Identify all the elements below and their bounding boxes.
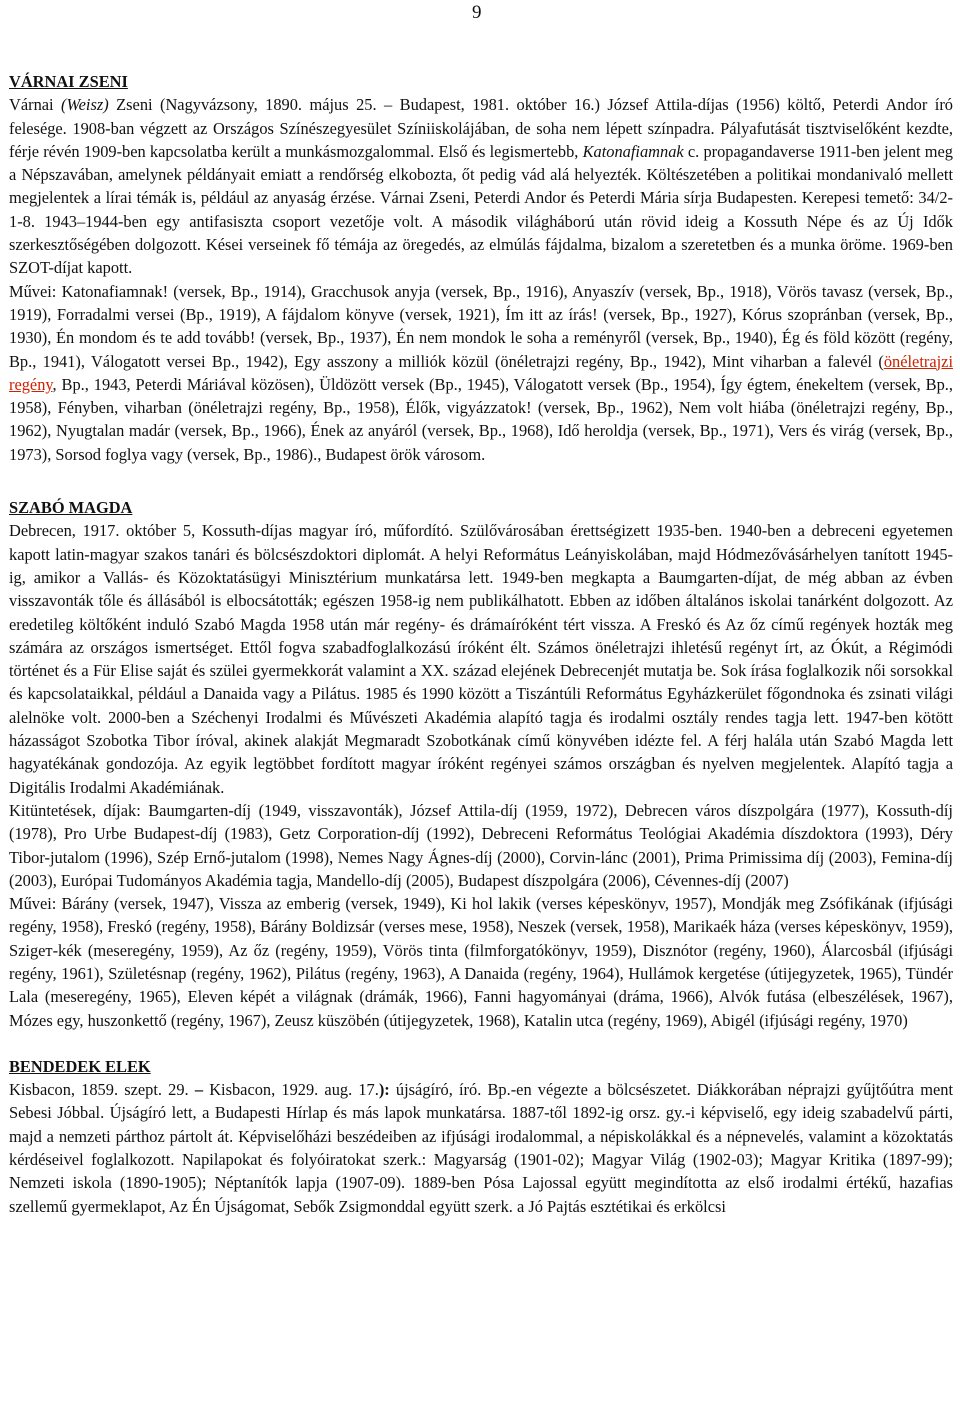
szabo-works: Művei: Bárány (versek, 1947), Vissza az emberig (versek, 1949), Ki hol lakik (verses képeskönyv, 1957), Mondják meg Zsófikának (ifjúsági regény, 1958), Freskó (regény, 1958), Bárány Boldizsár (verses mese, 1958), Neszek (versek, 1958), Marikaék háza (verses képeskönyv, 1959), Szigет-kék (meseregény, 1959), Az őz (regény, 1959), Vörös tinta (filmforgatókönyv, 1959), Disznótor (regény, 1960), Álarcosbál (ifjúsági regény, 1961), Születésnap (regény, 1962), Pilátus (regény, 1963), A Danaida (regény, 1964), Hullámok kergetése (útijegyzetek, 1965), Tündér Lala (meseregény, 1965), Eleven képét a világnak (drámák, 1966), Fanni hagyományai (dráma, 1966), Alvók futása (elbeszélések, 1967), Mózes egy, huszonkettő (regény, 1967), Zeusz küszöbén (útijegyzetek, 1968), Katalin utca (regény, 1969), Abigél (ifjúsági regény, 1970) [9, 894, 953, 1030]
section-heading-benedek: BENDEDEK ELEK [9, 1056, 151, 1076]
benedek-bio [9, 1078, 953, 1218]
varnai-bio-text: Várnai [9, 95, 62, 115]
page-number: 9 [472, 2, 482, 23]
document-body [9, 70, 953, 1218]
varnai-birth-name: (Weisz) [61, 95, 109, 115]
section-heading-szabo: SZABÓ MAGDA [9, 498, 133, 518]
section-heading-varnai: VÁRNAI ZSENI [9, 72, 128, 91]
varnai-book-title: Katonafiamnak [582, 141, 684, 161]
benedek-close: ): [378, 1080, 390, 1100]
benedek-dash: – [194, 1080, 204, 1100]
szabo-bio: Debrecen, 1917. október 5, Kossuth-díjas magyar író, műfordító. Szülővárosában érettségizett 1935-ben. 1940-ben a debreceni egyetemen kapott latin-magyar szakos tanári és bölcsészdoktori diplomát. A helyi Református Leányiskolában, majd Hódmezővásárhelyen tanított 1945-ig, amikor a Vallás- és Közoktatásügyi Minisztérium munkatársa lett. 1949-ben megkapta a Baumgarten-díjat, de még abban az évben visszavonták tőle és állásából is elbocsátották; egészen 1958-ig nem publikálhatott. Ebben az időben általános iskolai tanárként dolgozott. Az eredetileg költőként induló Szabó Magda 1958 után már regény- és drámaíróként tért vissza. A Freskó és Az őz című regények hozták meg számára az országos ismertséget. Ettől fogva szabadfoglalkozású íróként élt. Számos önéletrajzi ihletésű regényt írt, az Ókút, a Régimódi történet és a Für Elise saját és szülei gyermekkorát valamint a XX. század elejének Debrecenjét mutatja be. Sok írása foglalkozik női sorsokkal és kapcsolataikkal, például a Danaida vagy a Pilátus. 1985 és 1990 között a Tiszántúli Református Egyházkerület főgondnoka és zsinati világi alelnöke volt. 2000-ben a Széchenyi Irodalmi és Művészeti Akadémia alapító tagja és irodalmi osztály rendes tagja lett. 1947-ben kötött házasságot Szobotka Tibor íróval, akinek alakját Megmaradt Szobotkának című könyvében idézte fel. A férj halála után Szabó Magda lett hagyatékának gondozója. Az egyik legtöbbet fordított magyar íróként regényei számos országban és nyelven megjelentek. Alapító tagja a Digitális Irodalmi Akadémiának. [9, 521, 953, 797]
varnai-works-text: Művei: Katonafiamnak! (versek, Bp., 1914), Gracchusok anyja (versek, Bp., 1916), Anyaszív (versek, Bp., 1918), Vörös tavasz (versek, Bp., 1919), Forradalmi versei (Bp., 1919), A fájdalom könyve (versek, 1921), Ím itt az írás! (versek, Bp., 1927), Kórus szopránban (versek, Bp., 1930), Én mondom és te add tovább! (versek, Bp., 1937), Én nem mondok le soha a reményről (versek, Bp., 1940), Ég és föld között (regény, Bp., 1941), Válogatott versei Bp., 1942), Egy asszony a milliók közül (önéletrajzi regény, Bp., 1942), Mint viharban a falevél ( [9, 281, 953, 371]
benedek-bio-text: Kisbacon, 1859. szept. 29. [9, 1080, 195, 1100]
benedek-bio-text: újságíró, író. Bp.-en végezte a bölcsészetet. Diákkorában néprajzi gyűjtőútra ment Sebesi Jóbbal. Újságíró lett, a Budapesti Hírlap és más lapok munkatársa. 1887-től 1892-ig orsz. gy.-i képviselő, egy ideig szabadelvű párti, majd a nemzeti párthoz pártolt át. Képviselőházi beszédeiben az ifjúsági irodalommal, a népiskolákkal és a népnevelés, valamint a közoktatás kérdéseivel foglalkozott. Napilapokat és folyóiratokat szerk.: Magyarság (1901-02); Magyar Világ (1902-03); Magyar Kritika (1897-99); Nemzeti iskola (1890-1905); Néptanítók lapja (1907-09). 1889-ben Pósa Lajossal együtt megindította az első irodalmi értékű, hazafias szellemű gyermeklapot, Az Én Újságomat, Sebők Zsigmonddal együtt szerk. a Jó Pajtás esztétikai és erkölcsi [9, 1080, 953, 1216]
varnai-works-text: , Bp., 1943, Peterdi Máriával közösen), Üldözött versek (Bp., 1945), Válogatott versek (Bp., 1954), Így égtem, énekeltem (versek, Bp., 1958), Fényben, viharban (önéletrajzi regény, Bp., 1958), Élők, vigyázzatok! (versek, Bp., 1962), Nem volt hiába (önéletrajzi regény, Bp., 1962), Nyugtalan madár (versek, Bp., 1966), Ének az anyáról (versek, Bp., 1968), Idő heroldja (versek, Bp., 1971), Vers és virág (versek, Bp., 1973), Sorsod foglya vagy (versek, Bp., 1986)., Budapest örök városom. [9, 374, 953, 464]
varnai-bio-text: c. propagandaverse 1911-ben jelent meg a Népszavában, amelynek példányait emiatt a rendőrség elkobozta, őt pedig vád alá helyezték. Költészetében a politikai mondanivaló mellett megjelentek a lírai témák is, például az anyaság érzése. Várnai Zseni, Peterdi Andor és Peterdi Mária sírja Budapesten. Kerepesi temető: 34/2-1-8. 1943–1944-ben egy antifasiszta csoport vezetője volt. A második világháború után rövid ideig a Kossuth Népe és az Új Idők szerkesztőségében dolgozott. Kései verseinek fő témája az öregedés, az elmúlás fájdalma, bizalom a szeretetben és a munka örömе. 1969-ben SZOT-díjat kapott. [9, 141, 953, 278]
szabo-awards: Kitüntetések, díjak: Baumgarten-díj (1949, visszavonták), József Attila-díj (1959, 1972), Debrecen város díszpolgára (1977), Kossuth-díj (1978), Pro Urbe Budapest-díj (1983), Getz Corporation-díj (1992), Debreceni Református Teológiai Akadémia díszdoktora (1993), Déry Tibor-jutalom (1996), Szép Ernő-jutalom (1998), Nemes Nagy Ágnes-díj (2000), Corvin-lánc (2001), Prima Primissima díj (2003), Femina-díj (2003), Európai Tudományos Akadémia tagja, Mandello-díj (2005), Budapest díszpolgára (2006), Cévennes-díj (2007) [9, 800, 953, 890]
varnai-works [9, 280, 953, 466]
benedek-bio-text: Kisbacon, 1929. aug. 17. [203, 1080, 379, 1100]
varnai-bio-text: Zseni (Nagyvázsony, 1890. május 25. – Budapest, 1981. október 16.) József Attila-díjas (1956) költő, Peterdi Andor író felesége. 1908-ban végzett az Országos Színészegyesület Színiiskolájában, de soha nem lépett színpadra. Pályafutását tisztviselőként kezdte, férje révén 1909-ben kapcsolatba került a munkásmozgalommal. Első és legismertebb, [9, 95, 953, 161]
autobiographical-novel-link[interactable]: önéletrajzi regény [9, 351, 953, 394]
varnai-bio [9, 93, 953, 279]
